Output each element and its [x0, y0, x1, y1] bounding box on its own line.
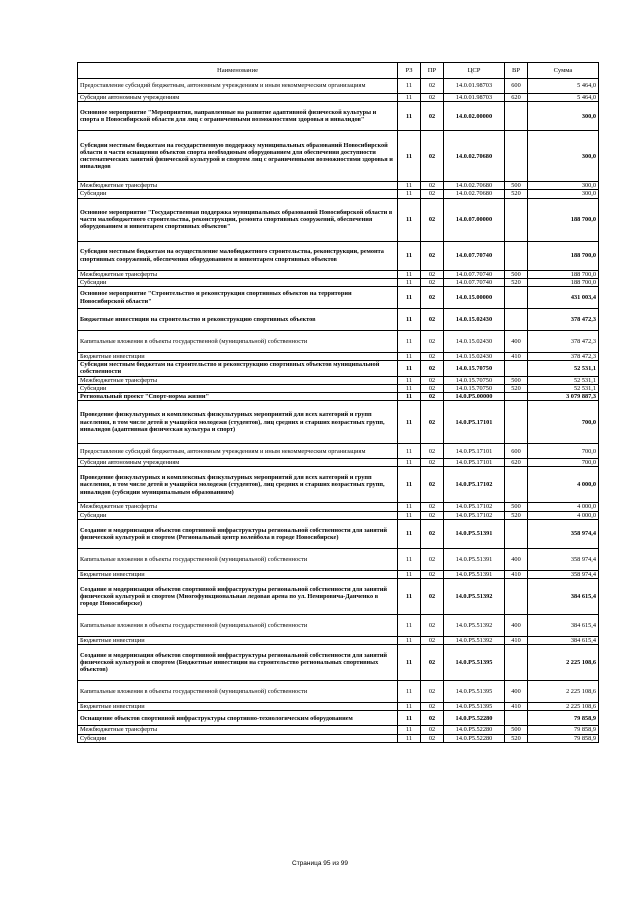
col-header-pr: ПР — [421, 63, 444, 79]
cell-sum: 2 225 108,6 — [528, 645, 599, 681]
cell-pr: 02 — [421, 503, 444, 511]
cell-name: Субсидии — [78, 190, 398, 198]
cell-sum: 2 225 108,6 — [528, 703, 599, 711]
cell-pr: 02 — [421, 615, 444, 637]
cell-name: Оснащение объектов спортивной инфраструктуры спортивно-технологическим оборудованием — [78, 711, 398, 726]
table-row — [78, 467, 599, 503]
cell-pr: 02 — [421, 198, 444, 241]
cell-csr: 14.0.P5.51391 — [444, 570, 505, 578]
cell-csr: 14.0.P5.17101 — [444, 459, 505, 467]
cell-vr — [505, 401, 528, 444]
cell-pr: 02 — [421, 131, 444, 182]
cell-name: Субсидии — [78, 384, 398, 392]
cell-name: Межбюджетные трансферты — [78, 726, 398, 734]
cell-vr: 500 — [505, 270, 528, 278]
cell-pr: 02 — [421, 726, 444, 734]
cell-pr: 02 — [421, 579, 444, 615]
cell-csr: 14.0.02.70680 — [444, 131, 505, 182]
cell-pr: 02 — [421, 681, 444, 703]
cell-name: Субсидии местным бюджетам на осуществление малобюджетного строительства, реконструкции, ремонта спортивных сооружений, обеспечения оборудованием и инвентарем спортивных объектов — [78, 241, 398, 270]
cell-name: Предоставление субсидий бюджетным, автономным учреждениям и иным некоммерческим организациям — [78, 79, 398, 94]
cell-vr: 520 — [505, 511, 528, 519]
table-row — [78, 711, 599, 726]
cell-vr: 410 — [505, 703, 528, 711]
cell-vr: 400 — [505, 548, 528, 570]
cell-vr: 410 — [505, 570, 528, 578]
cell-pr: 02 — [421, 711, 444, 726]
cell-name: Основное мероприятие "Государственная поддержка муниципальных образований Новосибирской области в части малобюджетного строительства, реконструкции, ремонта спортивных сооружений, обеспечения оборудованием и инвентарем спортивных объектов" — [78, 198, 398, 241]
cell-name: Бюджетные инвестиции — [78, 353, 398, 361]
cell-name: Создание и модернизация объектов спортивной инфраструктуры региональной собственности для занятий физической культурой и спортом (Многофункциональная ледовая арена по ул. Немировича-Данченко в городе Новосибирске) — [78, 579, 398, 615]
cell-vr — [505, 711, 528, 726]
cell-vr — [505, 519, 528, 548]
table-row — [78, 376, 599, 384]
cell-csr: 14.0.15.00000 — [444, 287, 505, 309]
cell-name: Субсидии — [78, 734, 398, 742]
table-row — [78, 645, 599, 681]
cell-name: Субсидии автономным учреждениям — [78, 94, 398, 102]
cell-vr — [505, 241, 528, 270]
cell-name: Субсидии — [78, 278, 398, 286]
cell-vr: 620 — [505, 94, 528, 102]
table-row — [78, 681, 599, 703]
cell-pr: 02 — [421, 79, 444, 94]
cell-rz: 11 — [398, 190, 421, 198]
table-row — [78, 503, 599, 511]
cell-vr: 520 — [505, 278, 528, 286]
col-header-rz: РЗ — [398, 63, 421, 79]
table-row — [78, 331, 599, 353]
cell-csr: 14.0.P5.51395 — [444, 681, 505, 703]
cell-csr: 14.0.P5.17102 — [444, 467, 505, 503]
cell-pr: 02 — [421, 190, 444, 198]
cell-vr: 620 — [505, 459, 528, 467]
cell-name: Межбюджетные трансферты — [78, 376, 398, 384]
cell-csr: 14.0.P5.52280 — [444, 711, 505, 726]
cell-name: Межбюджетные трансферты — [78, 503, 398, 511]
cell-pr: 02 — [421, 459, 444, 467]
cell-pr: 02 — [421, 401, 444, 444]
cell-rz: 11 — [398, 511, 421, 519]
cell-name: Межбюджетные трансферты — [78, 270, 398, 278]
cell-csr: 14.0.02.00000 — [444, 102, 505, 131]
table-row — [78, 511, 599, 519]
cell-vr: 400 — [505, 615, 528, 637]
cell-csr: 14.0.P5.51392 — [444, 637, 505, 645]
table-row — [78, 615, 599, 637]
cell-sum: 378 472,3 — [528, 309, 599, 331]
cell-rz: 11 — [398, 726, 421, 734]
cell-pr: 02 — [421, 353, 444, 361]
cell-name: Предоставление субсидий бюджетным, автономным учреждениям и иным некоммерческим организациям — [78, 444, 398, 459]
table-row — [78, 570, 599, 578]
cell-name: Создание и модернизация объектов спортивной инфраструктуры региональной собственности для занятий физической культурой и спортом (Бюджетные инвестиции на строительство региональных спортивных объектов) — [78, 645, 398, 681]
page-footer: Страница 95 из 99 — [292, 860, 348, 867]
cell-pr: 02 — [421, 309, 444, 331]
cell-rz: 11 — [398, 519, 421, 548]
cell-sum: 2 225 108,6 — [528, 681, 599, 703]
cell-sum: 52 531,1 — [528, 376, 599, 384]
cell-vr: 520 — [505, 384, 528, 392]
col-header-vr: ВР — [505, 63, 528, 79]
cell-rz: 11 — [398, 102, 421, 131]
cell-sum: 431 003,4 — [528, 287, 599, 309]
cell-csr: 14.0.15.02430 — [444, 309, 505, 331]
cell-name: Субсидии — [78, 511, 398, 519]
cell-name: Бюджетные инвестиции — [78, 570, 398, 578]
cell-vr — [505, 393, 528, 401]
cell-csr: 14.0.15.70750 — [444, 384, 505, 392]
cell-pr: 02 — [421, 270, 444, 278]
cell-sum: 188 700,0 — [528, 198, 599, 241]
cell-name: Проведение физкультурных и комплексных физкультурных мероприятий для всех категорий и групп населения, в том числе детей и учащейся молодежи (студентов), лиц средних и старших возрастных групп, инвалидов (субсидии муниципальным образованиям) — [78, 467, 398, 503]
table-row — [78, 79, 599, 94]
table-row — [78, 393, 599, 401]
col-header-sum: Сумма — [528, 63, 599, 79]
cell-vr — [505, 309, 528, 331]
cell-name: Бюджетные инвестиции — [78, 703, 398, 711]
table-row — [78, 361, 599, 376]
cell-rz: 11 — [398, 182, 421, 190]
cell-pr: 02 — [421, 331, 444, 353]
cell-name: Бюджетные инвестиции — [78, 637, 398, 645]
cell-rz: 11 — [398, 703, 421, 711]
cell-csr: 14.0.01.98703 — [444, 79, 505, 94]
cell-sum: 300,0 — [528, 190, 599, 198]
cell-sum: 384 615,4 — [528, 615, 599, 637]
cell-name: Проведение физкультурных и комплексных физкультурных мероприятий для всех категорий и групп населения, в том числе детей и учащейся молодежи (студентов), лиц средних и старших возрастных групп, инвалидов (адаптивная физическая культура и спорт) — [78, 401, 398, 444]
cell-vr: 600 — [505, 79, 528, 94]
cell-name: Основное мероприятие "Мероприятия, направленные на развитие адаптивной физической культуры и спорта в Новосибирской области для лиц с ограниченными возможностями здоровья и инвалидов" — [78, 102, 398, 131]
cell-vr: 500 — [505, 503, 528, 511]
cell-sum: 384 615,4 — [528, 579, 599, 615]
cell-pr: 02 — [421, 519, 444, 548]
cell-rz: 11 — [398, 734, 421, 742]
cell-csr: 14.0.P5.51391 — [444, 519, 505, 548]
table-row — [78, 548, 599, 570]
cell-name: Региональный проект "Спорт-норма жизни" — [78, 393, 398, 401]
cell-csr: 14.0.07.00000 — [444, 198, 505, 241]
cell-sum: 358 974,4 — [528, 519, 599, 548]
table-row — [78, 444, 599, 459]
table-row — [78, 637, 599, 645]
cell-csr: 14.0.07.70740 — [444, 278, 505, 286]
cell-csr: 14.0.P5.51391 — [444, 548, 505, 570]
cell-sum: 79 858,9 — [528, 726, 599, 734]
cell-csr: 14.0.P5.17101 — [444, 444, 505, 459]
cell-csr: 14.0.P5.17102 — [444, 511, 505, 519]
cell-pr: 02 — [421, 287, 444, 309]
cell-sum: 4 000,0 — [528, 467, 599, 503]
cell-rz: 11 — [398, 393, 421, 401]
cell-csr: 14.0.P5.00000 — [444, 393, 505, 401]
cell-pr: 02 — [421, 703, 444, 711]
cell-csr: 14.0.P5.51395 — [444, 703, 505, 711]
cell-pr: 02 — [421, 278, 444, 286]
cell-sum: 358 974,4 — [528, 570, 599, 578]
cell-rz: 11 — [398, 401, 421, 444]
cell-vr: 500 — [505, 726, 528, 734]
cell-name: Капитальные вложения в объекты государственной (муниципальной) собственности — [78, 615, 398, 637]
cell-rz: 11 — [398, 331, 421, 353]
cell-pr: 02 — [421, 102, 444, 131]
cell-sum: 188 700,0 — [528, 278, 599, 286]
cell-name: Создание и модернизация объектов спортивной инфраструктуры региональной собственности для занятий физической культурой и спортом (Региональный центр волейбола в городе Новосибирске) — [78, 519, 398, 548]
table-row — [78, 726, 599, 734]
table-row — [78, 190, 599, 198]
cell-rz: 11 — [398, 548, 421, 570]
table-row — [78, 353, 599, 361]
table-row — [78, 94, 599, 102]
cell-rz: 11 — [398, 711, 421, 726]
cell-csr: 14.0.15.02430 — [444, 331, 505, 353]
cell-sum: 700,0 — [528, 444, 599, 459]
cell-sum: 300,0 — [528, 102, 599, 131]
cell-vr — [505, 131, 528, 182]
cell-csr: 14.0.P5.17102 — [444, 503, 505, 511]
cell-vr: 400 — [505, 681, 528, 703]
cell-pr: 02 — [421, 376, 444, 384]
table-header-row — [78, 63, 599, 79]
cell-rz: 11 — [398, 131, 421, 182]
cell-vr: 500 — [505, 182, 528, 190]
cell-vr — [505, 467, 528, 503]
cell-sum: 5 464,0 — [528, 79, 599, 94]
cell-pr: 02 — [421, 734, 444, 742]
cell-vr — [505, 645, 528, 681]
cell-rz: 11 — [398, 503, 421, 511]
cell-vr — [505, 287, 528, 309]
col-header-csr: ЦСР — [444, 63, 505, 79]
cell-name: Основное мероприятие "Строительство и реконструкция спортивных объектов на территории Новосибирской области" — [78, 287, 398, 309]
cell-csr: 14.0.P5.17101 — [444, 401, 505, 444]
cell-rz: 11 — [398, 615, 421, 637]
cell-sum: 188 700,0 — [528, 241, 599, 270]
cell-sum: 358 974,4 — [528, 548, 599, 570]
cell-sum: 378 472,3 — [528, 331, 599, 353]
table-row — [78, 579, 599, 615]
cell-pr: 02 — [421, 467, 444, 503]
cell-vr — [505, 198, 528, 241]
cell-sum: 700,0 — [528, 401, 599, 444]
cell-sum: 79 858,9 — [528, 711, 599, 726]
cell-pr: 02 — [421, 645, 444, 681]
cell-vr: 400 — [505, 331, 528, 353]
table-row — [78, 241, 599, 270]
cell-rz: 11 — [398, 384, 421, 392]
cell-rz: 11 — [398, 353, 421, 361]
cell-rz: 11 — [398, 459, 421, 467]
cell-rz: 11 — [398, 241, 421, 270]
cell-sum: 79 858,9 — [528, 734, 599, 742]
table-row — [78, 703, 599, 711]
table-row — [78, 198, 599, 241]
cell-vr: 410 — [505, 637, 528, 645]
table-row — [78, 278, 599, 286]
cell-vr: 500 — [505, 376, 528, 384]
cell-vr — [505, 361, 528, 376]
cell-pr: 02 — [421, 444, 444, 459]
table-row — [78, 384, 599, 392]
table-row — [78, 102, 599, 131]
cell-pr: 02 — [421, 511, 444, 519]
table-row — [78, 287, 599, 309]
table-row — [78, 270, 599, 278]
cell-name: Субсидии местным бюджетам на государственную поддержку муниципальных образований Новосибирской области в части оснащения объектов спорта необходимым оборудованием для обеспечения доступности систематических занятий физической культурой и спортом лиц с ограниченными возможностями здоровья и инвалидов — [78, 131, 398, 182]
cell-rz: 11 — [398, 579, 421, 615]
cell-pr: 02 — [421, 182, 444, 190]
cell-csr: 14.0.02.70680 — [444, 190, 505, 198]
col-header-name: Наименование — [78, 63, 398, 79]
cell-csr: 14.0.P5.52280 — [444, 726, 505, 734]
cell-pr: 02 — [421, 570, 444, 578]
table-row — [78, 131, 599, 182]
cell-name: Бюджетные инвестиции на строительство и реконструкцию спортивных объектов — [78, 309, 398, 331]
cell-rz: 11 — [398, 278, 421, 286]
cell-sum: 300,0 — [528, 182, 599, 190]
cell-vr: 410 — [505, 353, 528, 361]
cell-csr: 14.0.15.70750 — [444, 361, 505, 376]
table-row — [78, 401, 599, 444]
cell-vr: 520 — [505, 734, 528, 742]
table-row — [78, 309, 599, 331]
cell-rz: 11 — [398, 79, 421, 94]
cell-sum: 378 472,3 — [528, 353, 599, 361]
cell-sum: 52 531,1 — [528, 361, 599, 376]
cell-rz: 11 — [398, 681, 421, 703]
cell-vr — [505, 579, 528, 615]
cell-pr: 02 — [421, 94, 444, 102]
cell-sum: 700,0 — [528, 459, 599, 467]
cell-name: Субсидии автономным учреждениям — [78, 459, 398, 467]
cell-rz: 11 — [398, 444, 421, 459]
cell-sum: 384 615,4 — [528, 637, 599, 645]
cell-sum: 3 079 887,3 — [528, 393, 599, 401]
cell-name: Субсидии местным бюджетам на строительство и реконструкцию спортивных объектов муниципальной собственности — [78, 361, 398, 376]
cell-rz: 11 — [398, 94, 421, 102]
cell-rz: 11 — [398, 570, 421, 578]
cell-sum: 4 000,0 — [528, 503, 599, 511]
cell-vr: 600 — [505, 444, 528, 459]
budget-table — [77, 62, 599, 743]
cell-csr: 14.0.P5.51392 — [444, 579, 505, 615]
cell-csr: 14.0.P5.51395 — [444, 645, 505, 681]
cell-rz: 11 — [398, 309, 421, 331]
cell-pr: 02 — [421, 241, 444, 270]
cell-rz: 11 — [398, 376, 421, 384]
cell-name: Капитальные вложения в объекты государственной (муниципальной) собственности — [78, 331, 398, 353]
cell-sum: 300,0 — [528, 131, 599, 182]
cell-rz: 11 — [398, 198, 421, 241]
cell-rz: 11 — [398, 287, 421, 309]
cell-csr: 14.0.15.02430 — [444, 353, 505, 361]
cell-rz: 11 — [398, 270, 421, 278]
cell-csr: 14.0.07.70740 — [444, 241, 505, 270]
cell-pr: 02 — [421, 393, 444, 401]
cell-vr: 520 — [505, 190, 528, 198]
cell-rz: 11 — [398, 361, 421, 376]
cell-pr: 02 — [421, 637, 444, 645]
table-row — [78, 182, 599, 190]
cell-vr — [505, 102, 528, 131]
cell-rz: 11 — [398, 637, 421, 645]
table-row — [78, 519, 599, 548]
cell-csr: 14.0.07.70740 — [444, 270, 505, 278]
cell-csr: 14.0.01.98703 — [444, 94, 505, 102]
cell-name: Межбюджетные трансферты — [78, 182, 398, 190]
table-body — [78, 79, 599, 743]
table-row — [78, 459, 599, 467]
cell-csr: 14.0.15.70750 — [444, 376, 505, 384]
table-row — [78, 734, 599, 742]
cell-rz: 11 — [398, 645, 421, 681]
cell-csr: 14.0.P5.51392 — [444, 615, 505, 637]
cell-csr: 14.0.P5.52280 — [444, 734, 505, 742]
cell-rz: 11 — [398, 467, 421, 503]
cell-name: Капитальные вложения в объекты государственной (муниципальной) собственности — [78, 681, 398, 703]
cell-name: Капитальные вложения в объекты государственной (муниципальной) собственности — [78, 548, 398, 570]
cell-sum: 5 464,0 — [528, 94, 599, 102]
cell-pr: 02 — [421, 548, 444, 570]
cell-csr: 14.0.02.70680 — [444, 182, 505, 190]
cell-pr: 02 — [421, 384, 444, 392]
cell-sum: 52 531,1 — [528, 384, 599, 392]
cell-sum: 4 000,0 — [528, 511, 599, 519]
cell-sum: 188 700,0 — [528, 270, 599, 278]
cell-pr: 02 — [421, 361, 444, 376]
